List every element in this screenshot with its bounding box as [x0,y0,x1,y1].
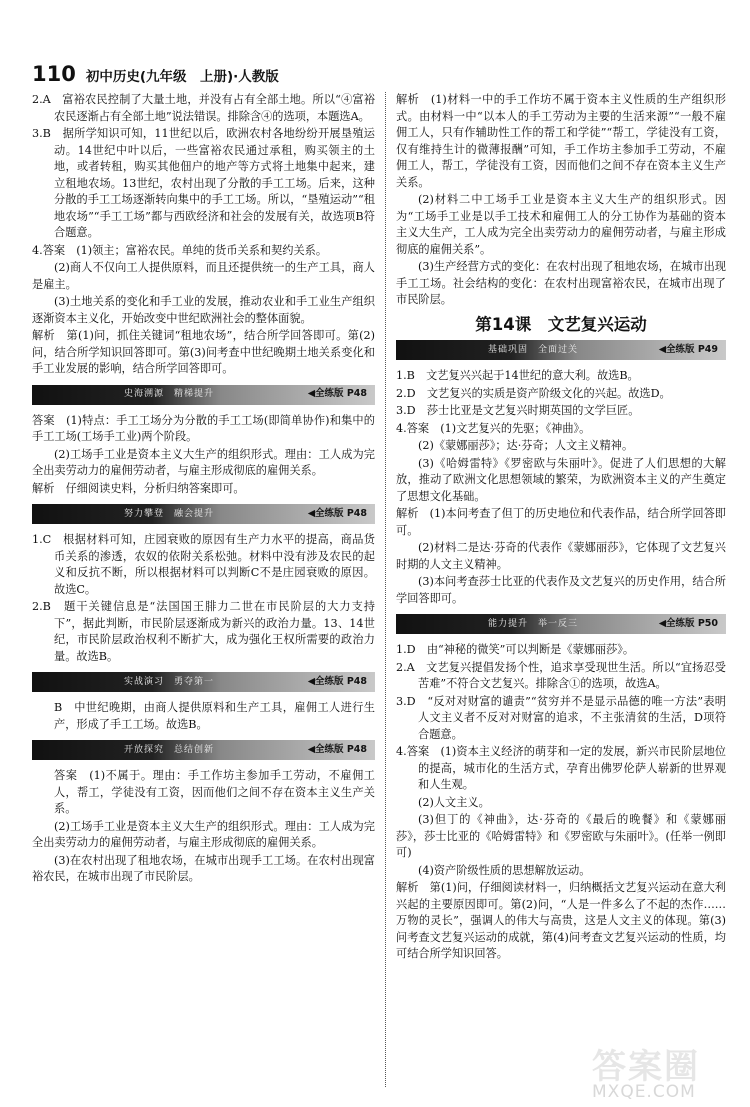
watermark-url: MXQE.COM [592,1082,696,1102]
analysis-paragraph: 解析 第(1)问，仔细阅读材料一，归纳概括文艺复兴运动在意大利兴起的主要原因即可。第(2)问，“人是一件多么了不起的杰作……万物的灵长”，强调人的伟大与高贵，这是人文主义的体现。第(3)问考查文艺复兴运动的成就，第(4)问考查文艺复兴运动的性质，均可结合所学知识回答。 [396,881,726,960]
answer-item: 4.答案 (1)资本主义经济的萌芽和一定的发展，新兴市民阶层地位的提高，城市化的生活方式，孕育出佛罗伦萨人崭新的世界观和人生观。 [396,745,726,791]
section-banner-label: 实战演习 勇夺第一 [124,676,215,687]
answer-item: 3.B 据所学知识可知，11世纪以后，欧洲农村各地纷纷开展垦殖运动。14世纪中叶以后，一些富裕农民通过承租，购买领主的土地，或者转租，购买其他佃户的地产等方式将土地集中起来，建立租地农场。13世纪，农村出现了分散的手工工场。后来，这种分散的手工工场逐渐转向集中的手工工场。所以，“垦殖运动”“租地农场”“手工工场”都与西欧经济和社会的发展有关，故选项B符合题意。 [32,127,375,239]
answer-item: 2.B 题干关键信息是“法国国王腓力二世在市民阶层的大力支持下”，据此判断，市民阶层逐渐成为新兴的政治力量。13、14世纪，市民阶层政治权利不断扩大，成为强化王权所需要的政治力量。故选B。 [32,600,375,663]
analysis-paragraph: 解析 (1)本问考查了但丁的历史地位和代表作品，结合所学回答即可。 [396,507,726,537]
section-banner-page-ref: ◀全练版 P48 [307,388,367,400]
section-banner [32,740,375,760]
answer-paragraph: (3)《哈姆雷特》《罗密欧与朱丽叶》。促进了人们思想的大解放，推动了欧洲文化思想领域的繁荣，为欧洲资本主义的产生奠定了思想文化基础。 [396,456,726,503]
section-banner-label: 努力攀登 融会提升 [124,508,215,519]
analysis-paragraph: (3)本问考查莎士比亚的代表作及文艺复兴的历史作用，结合所学回答即可。 [396,575,726,605]
section-banner [32,504,375,524]
answer-item: 1.B 文艺复兴兴起于14世纪的意大利。故选B。 [396,369,639,382]
analysis-paragraph: (3)生产经营方式的变化：在农村出现了租地农场，在城市出现手工工场。社会结构的变化：在农村出现富裕农民，在城市出现了市民阶层。 [396,260,726,306]
analysis-paragraph: 解析 (1)材料一中的手工作坊不属于资本主义性质的生产组织形式。由材料一中“以本人的手工劳动为主要的生活来源”“一般不雇佣工人，只有作辅助性工作的帮工和学徒”“帮工，学徒没有工资，仅有维持生计的微薄报酬”可知，手工作坊主参加手工劳动，不雇佣工人，帮工，学徒没有工资，因而他们之间不存在资本主义生产关系。 [396,93,726,189]
left-column [32,92,375,887]
section-banner [396,340,726,360]
section-banner-label: 史海溯源 精梯提升 [124,389,215,400]
section-banner [32,385,375,405]
answer-paragraph: (3)但丁的《神曲》，达·芬奇的《最后的晚餐》和《蒙娜丽莎》，莎士比亚的《哈姆雷特》和《罗密欧与朱丽叶》。(任举一例即可) [396,813,726,859]
section-banner-label: 开放探究 总结创新 [124,744,215,755]
answer-paragraph: (3)在农村出现了租地农场，在城市出现手工工场。在农村出现富裕农民，在城市出现了市民阶层。 [32,853,375,883]
answer-item: 1.C 根据材料可知，庄园衰败的原因有生产力水平的提高，商品货币关系的渗透，农奴的依附关系松弛。材料中没有涉及农民的起义和反抗不断，所以根据材料可以判断C不是庄园衰败的原因。故选C。 [32,533,375,596]
book-title: 初中历史(九年级 上册)·人教版 [85,69,279,85]
answer-item: 2.D 文艺复兴的实质是资产阶级文化的兴起。故选D。 [396,386,671,400]
section-banner-page-ref: ◀全练版 P48 [307,507,367,519]
section-banner-page-ref: ◀全练版 P50 [658,617,718,629]
answer-item: 2.A 富裕农民控制了大量土地，并没有占有全部土地。所以“④富裕农民逐渐占有全部土地”说法错误。排除含④的选项，本题选A。 [32,93,375,123]
page-header [32,62,722,88]
answer-item: B 中世纪晚期，由商人提供原料和生产工具，雇佣工人进行生产，形成了手工工场。故选B。 [54,701,375,731]
section-banner-page-ref: ◀全练版 P48 [307,675,367,687]
section-banner [32,672,375,692]
analysis-paragraph: 解析 仔细阅读史料，分析归纳答案即可。 [32,481,245,495]
watermark-logo [592,1039,742,1101]
section-banner [396,614,726,634]
answer-paragraph: (2)人文主义。 [418,795,490,809]
analysis-paragraph: (2)材料二是达·芬奇的代表作《蒙娜丽莎》，它体现了文艺复兴时期的人文主义精神。 [396,541,726,571]
answer-paragraph: (2)《蒙娜丽莎》；达·芬奇；人文主义精神。 [418,439,634,452]
answer-item: 1.D 由“神秘的微笑”可以判断是《蒙娜丽莎》。 [396,643,635,656]
page-number: 110 [32,62,76,86]
answer-paragraph: 答案 (1)不属于。理由：手工作坊主参加手工劳动，不雇佣工人，帮工，学徒没有工资，因而他们之间不存在资本主义生产关系。 [54,769,375,815]
section-banner-page-ref: ◀全练版 P48 [307,743,367,755]
column-divider [385,92,386,1087]
answer-paragraph: 答案 (1)特点：手工工场分为分散的手工工场(即简单协作)和集中的手工工场(工场手工业)两个阶段。 [32,413,375,443]
section-banner-label: 能力提升 举一反三 [488,618,579,629]
answer-paragraph: (3)土地关系的变化和手工业的发展，推动农业和手工业生产组织逐渐资本主义化，开始改变中世纪欧洲社会的整体面貌。 [32,295,375,325]
answer-paragraph: (2)工场手工业是资本主义大生产的组织形式。理由：工人成为完全出卖劳动力的雇佣劳动者，与雇主形成彻底的雇佣关系。 [32,819,375,849]
lesson-title: 第14课 文艺复兴运动 [475,314,647,334]
answer-item: 3.D “反对对财富的谴责”“贫穷并不是显示品德的唯一方法”表明人文主义者不反对对财富的追求，不主张清贫的生活，D项符合题意。 [396,694,726,741]
answer-item: 3.D 莎士比亚是文艺复兴时期英国的文学巨匠。 [396,404,640,417]
section-banner-page-ref: ◀全练版 P49 [658,343,718,355]
right-column [396,92,726,964]
answer-paragraph: (2)工场手工业是资本主义大生产的组织形式。理由：工人成为完全出卖劳动力的雇佣劳动者，与雇主形成彻底的雇佣关系。 [32,447,375,477]
answer-paragraph: (4)资产阶级性质的思想解放运动。 [418,863,591,877]
watermark-text: 答案圈 [592,1047,700,1087]
answer-item: 4.答案 (1)文艺复兴的先驱；《神曲》。 [396,421,591,435]
analysis-paragraph: 解析 第(1)问，抓住关键词“租地农场”，结合所学回答即可。第(2)问，结合所学知识回答即可。第(3)问考查中世纪晚期土地关系变化和手工业发展的影响，结合所学回答即可。 [32,329,375,375]
analysis-paragraph: (2)材料二中工场手工业是资本主义大生产的组织形式。因为“工场手工业是以手工技术和雇佣工人的分工协作为基础的资本主义大生产，工人成为完全出卖劳动力的雇佣劳动者，与雇主形成彻底的雇佣关系”。 [396,193,726,256]
section-banner-label: 基础巩固 全面过关 [488,344,579,355]
answer-paragraph: (2)商人不仅向工人提供原料，而且还提供统一的生产工具，商人是雇主。 [32,261,375,291]
answer-item: 2.A 文艺复兴提倡发扬个性，追求享受现世生活。所以“宜扬忍受苦难”不符合文艺复兴。排除含①的选项，故选A。 [396,660,726,690]
answer-item: 4.答案 (1)领主；富裕农民。单纯的货币关系和契约关系。 [32,243,328,257]
